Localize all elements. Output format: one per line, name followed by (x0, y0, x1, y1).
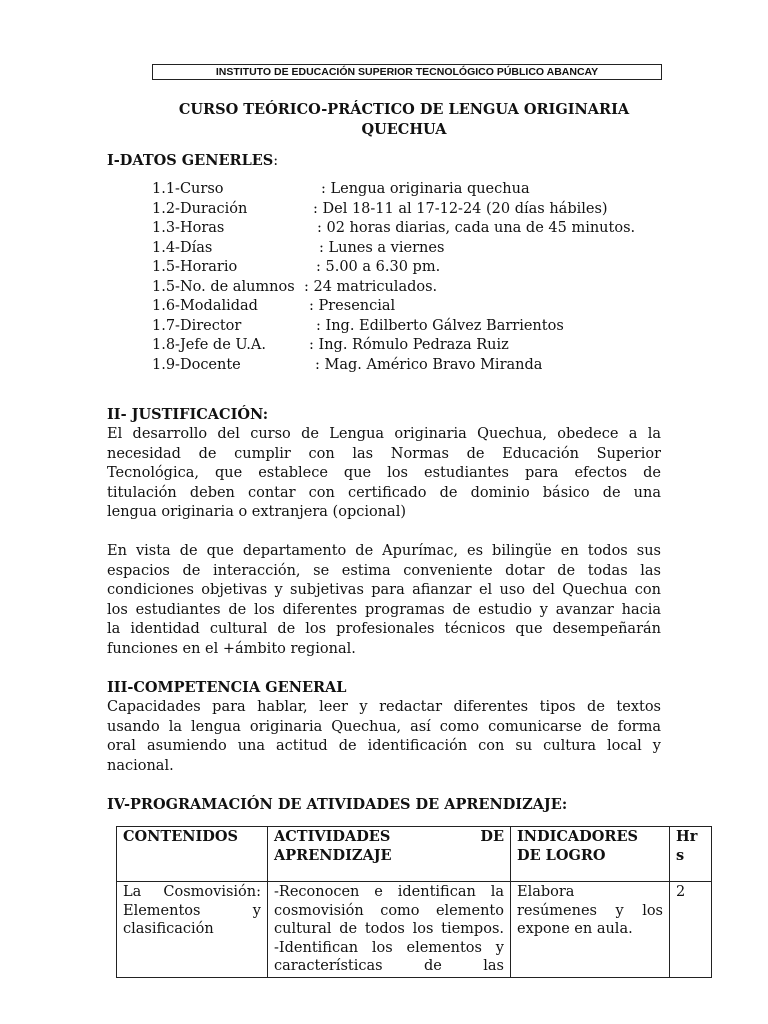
cell-text: cosmovisión como elemento (274, 902, 504, 919)
cell-text: Elementos y (123, 902, 261, 919)
data-value: : 02 horas diarias, cada una de 45 minutos. (317, 220, 636, 236)
data-label: 1.8-Jefe de U.A. (152, 337, 266, 353)
cell-text: cultural de todos los tiempos. (274, 921, 504, 937)
section-competencia-heading: III-COMPETENCIA GENERAL (107, 679, 347, 696)
cell-hrs (670, 882, 712, 978)
institution-header: INSTITUTO DE EDUCACIÓN SUPERIOR TECNOLÓGICO PÚBLICO ABANCAY (152, 64, 662, 80)
paragraph-line: los estudiantes de los diferentes programas de estudio y avanzar hacia (107, 601, 661, 618)
data-value: : Lunes a viernes (319, 240, 445, 256)
section-justificacion-heading: II- JUSTIFICACIÓN: (107, 406, 269, 423)
table-header-row (117, 827, 712, 882)
header-text: ACTIVIDADES DE (274, 828, 504, 845)
competencia-paragraph (107, 698, 661, 776)
data-value: : Ing. Edilberto Gálvez Barrientos (316, 318, 564, 334)
paragraph-line: espacios de interacción, se estima conveniente dotar de todas las (107, 562, 661, 579)
data-label: 1.4-Días (152, 240, 213, 256)
cell-actividades (268, 882, 511, 978)
cell-text: resúmenes y los (517, 902, 663, 919)
cell-text: -Identifican los elementos y (274, 939, 504, 956)
header-indicadores (511, 827, 670, 882)
header-text: CONTENIDOS (123, 828, 238, 845)
data-value: : Presencial (309, 298, 396, 314)
paragraph-line: Tecnológica, que establece que los estudiantes para efectos de (107, 465, 661, 482)
section-heading: I-DATOS GENERLES (107, 152, 274, 169)
paragraph-line: nacional. (107, 757, 174, 774)
data-value: : Lengua originaria quechua (321, 181, 530, 197)
paragraph-line: usando la lengua originaria Quechua, así como comunicarse de forma (107, 718, 661, 735)
programacion-table (116, 826, 712, 978)
header-text: INDICADORES (517, 828, 638, 845)
paragraph-line: la identidad cultural de los profesionales técnicos que desempeñarán (107, 621, 661, 638)
header-actividades (268, 827, 511, 882)
table-row (117, 882, 712, 978)
data-value: : 24 matriculados. (304, 279, 438, 295)
cell-text: clasificación (123, 921, 214, 937)
cell-text: 2 (676, 884, 686, 900)
cell-text: La Cosmovisión: (123, 884, 261, 900)
data-value: : Del 18-11 al 17-12-24 (20 días hábiles) (313, 201, 608, 217)
data-label: 1.1-Curso (152, 181, 224, 197)
data-value: : 5.00 a 6.30 pm. (316, 259, 441, 275)
cell-text: -Reconocen e identifican la (274, 884, 504, 900)
header-text: Hr (676, 828, 698, 845)
header-text: DE LOGRO (517, 846, 606, 864)
section-datos-generales (107, 152, 278, 169)
paragraph-line: condiciones objetivas y subjetivas para afianzar el uso del Quechua con (107, 582, 661, 599)
document-title-line1: CURSO TEÓRICO-PRÁCTICO DE LENGUA ORIGINARIA (178, 101, 630, 118)
heading-colon: : (273, 153, 279, 169)
data-label: 1.5-No. de alumnos (152, 279, 295, 295)
header-hrs (670, 827, 712, 882)
document-title-line2: QUECHUA (361, 121, 447, 138)
header-contenidos (117, 827, 268, 882)
section-programacion-heading: IV-PROGRAMACIÓN DE ATIVIDADES DE APRENDIZAJE: (107, 796, 568, 813)
cell-indicadores (511, 882, 670, 978)
paragraph-line: oral asumiendo una actitud de identificación con su cultura local y (107, 738, 661, 755)
data-label: 1.2-Duración (152, 201, 248, 217)
cell-contenidos (117, 882, 268, 978)
cell-text: Elabora (517, 884, 575, 900)
data-value: : Ing. Rómulo Pedraza Ruiz (309, 337, 509, 353)
data-label: 1.6-Modalidad (152, 298, 258, 314)
paragraph-line: Capacidades para hablar, leer y redactar diferentes tipos de textos (107, 699, 661, 715)
cell-text: expone en aula. (517, 921, 633, 937)
paragraph-line: titulación deben contar con certificado de dominio básico de una (107, 484, 661, 501)
data-label: 1.7-Director (152, 318, 242, 334)
data-label: 1.3-Horas (152, 220, 225, 236)
paragraph-line: funciones en el +ámbito regional. (107, 640, 356, 657)
data-value: : Mag. Américo Bravo Miranda (315, 357, 543, 373)
data-label: 1.9-Docente (152, 357, 241, 373)
paragraph-line: lengua originaria o extranjera (opcional) (107, 504, 406, 521)
paragraph-line: En vista de que departamento de Apurímac, es bilingüe en todos sus (107, 543, 661, 559)
cell-text: características de las (274, 958, 504, 974)
data-label: 1.5-Horario (152, 259, 238, 275)
header-text: s (676, 846, 685, 864)
justificacion-paragraph-2 (107, 542, 661, 660)
header-text: APRENDIZAJE (274, 846, 392, 864)
paragraph-line: necesidad de cumplir con las Normas de Educación Superior (107, 445, 661, 462)
justificacion-paragraph-1 (107, 425, 661, 523)
paragraph-line: El desarrollo del curso de Lengua originaria Quechua, obedece a la (107, 426, 661, 442)
